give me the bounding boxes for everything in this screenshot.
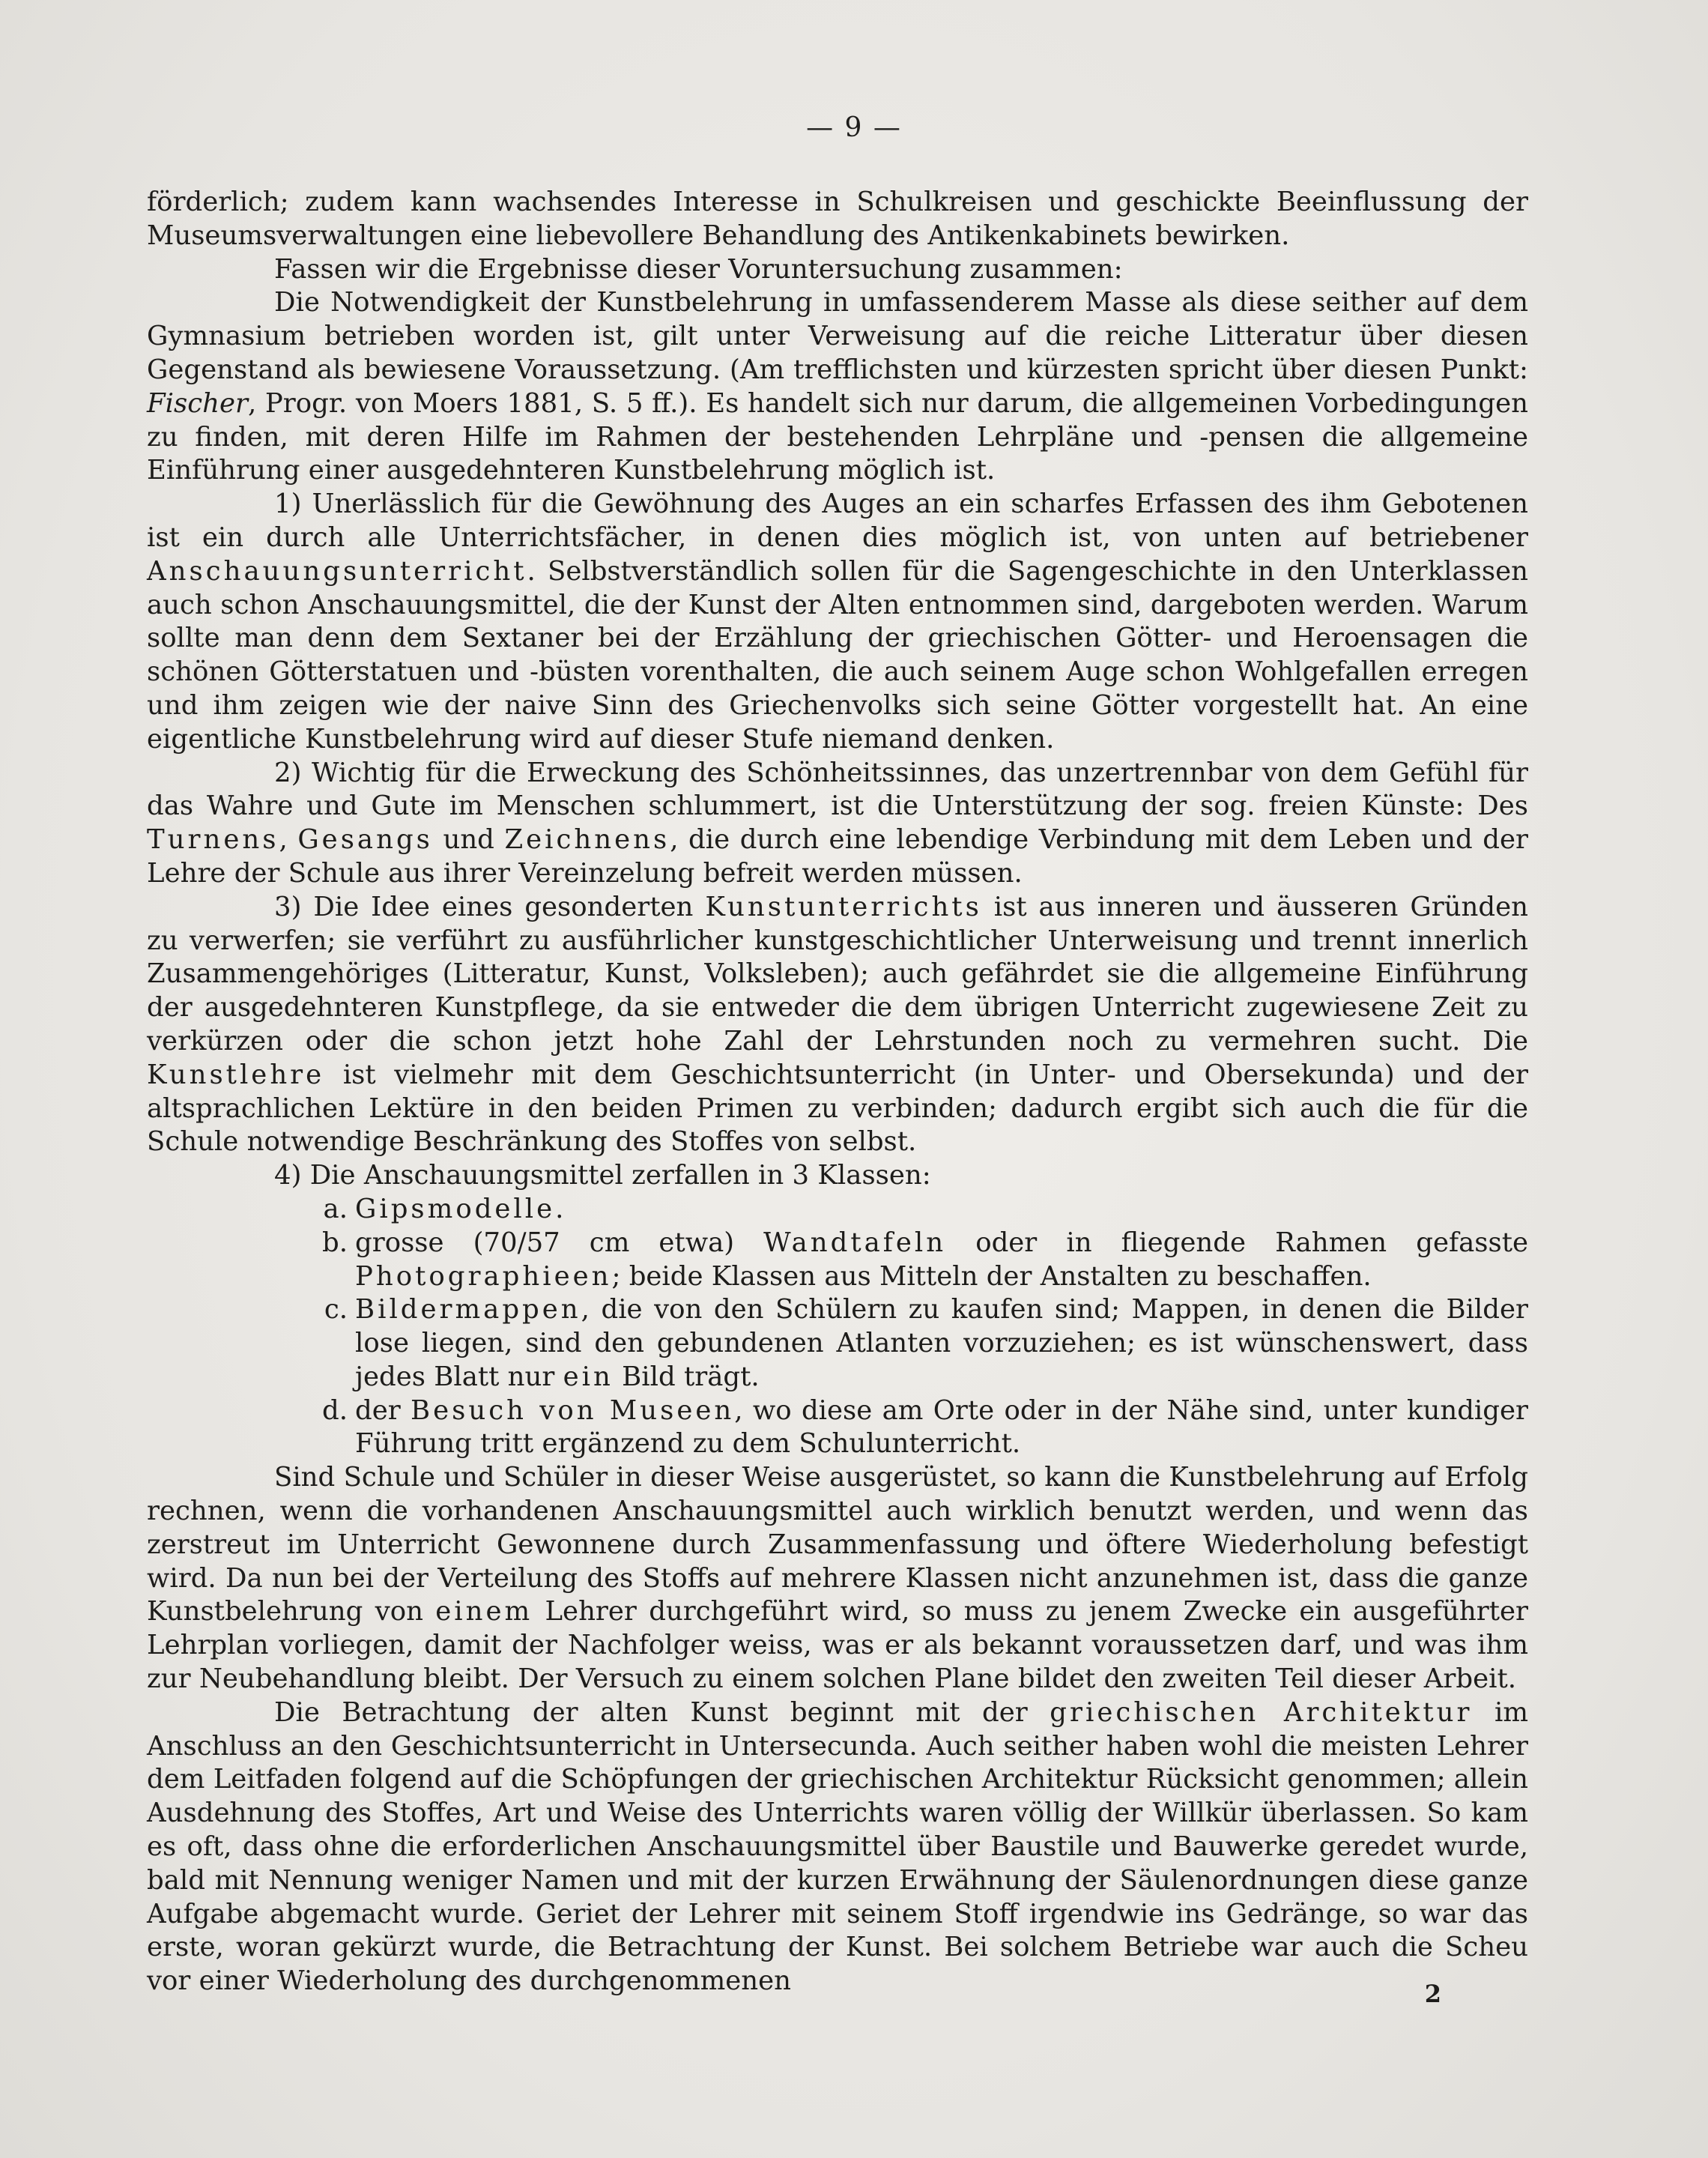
paragraph-8 <box>147 1461 1528 1696</box>
paragraph-1 <box>147 186 1528 253</box>
list-item-d-text <box>355 1394 1528 1462</box>
list-heading <box>147 1159 1528 1193</box>
paragraph-9-text-b: im Anschluss an den Geschichtsunterricht in Untersecunda. Auch seither haben wohl die meisten Lehrer dem Leitfaden folgend auf die Schöpfungen der griechischen Architektur Rücksicht genommen; allein Ausdehnung des Stoffes, Art und Weise des Unterrichts waren völlig der Willkür überlassen. So kam es oft, dass ohne die erforderlichen Anschauungsmittel über Baustile und Bauwerke geredet wurde, bald mit Nennung weniger Namen und mit der kurzen Erwähnung der Säulenordnungen diese ganze Aufgabe abgemacht wurde. Geriet der Lehrer mit seinem Stoff irgendwie ins Gedränge, so war das erste, woran gekürzt wurde, die Betrachtung der Kunst. Bei solchem Betriebe war auch die Scheu vor einer Wiederholung des durchgenommenen <box>147 1696 1528 1997</box>
paragraph-2 <box>147 253 1528 287</box>
list-item-d-pre: der <box>355 1394 411 1426</box>
paragraph-1-text: förderlich; zudem kann wachsendes Interesse in Schulkreisen und geschickte Beeinflussung der Museumsverwaltungen eine liebevollere Behandlung des Antikenkabinets bewirken. <box>147 187 1528 251</box>
page-number-header: — 9 — <box>806 112 902 143</box>
list-item-b-mid: oder in fliegende Rahmen gefasste <box>946 1227 1528 1258</box>
list-item-b-pre: grosse (70/57 cm etwa) <box>355 1227 764 1258</box>
list-item-c-text <box>355 1293 1528 1394</box>
emphasis-kunstunterrichts: Kunstunterrichts <box>705 891 982 922</box>
list-marker-d: d. <box>321 1394 348 1426</box>
emphasis-kunstlehre: Kunstlehre <box>147 1059 325 1090</box>
signature-mark: 2 <box>1424 1980 1441 2008</box>
separator-und: und <box>432 824 505 856</box>
paragraph-5 <box>147 757 1528 891</box>
emphasis-besuch-von-museen: Besuch von Museen <box>411 1394 735 1426</box>
paragraph-9 <box>147 1696 1528 1998</box>
list-item-c-mid: , die von den Schülern zu kaufen sind; Mappen, in denen die Bilder lose liegen, sind den gebundenen Atlanten vorzuziehen; es ist wünschenswert, dass jedes Blatt nur <box>355 1294 1528 1392</box>
list-item <box>304 1394 1528 1462</box>
emphasis-bildermappen: Bildermappen <box>355 1294 581 1326</box>
body-text <box>147 186 1528 1998</box>
emphasis-ein: ein <box>563 1361 614 1392</box>
list-item-a-text <box>355 1193 1528 1227</box>
list-item <box>304 1193 1528 1227</box>
list-marker-b: b. <box>321 1227 348 1258</box>
list-item-a-rest: . <box>555 1193 564 1224</box>
emphasis-anschauungsunterricht: Anschauungsunterricht <box>147 555 527 587</box>
paragraph-4 <box>147 488 1528 756</box>
paragraph-9-text-a: Die Betrachtung der alten Kunst beginnt mit der <box>274 1696 1050 1728</box>
list-item <box>304 1227 1528 1294</box>
emphasis-gesangs: Gesangs <box>297 824 433 856</box>
emphasis-turnens: Turnens <box>147 824 279 856</box>
paragraph-6 <box>147 891 1528 1159</box>
list-item-b-text <box>355 1227 1528 1294</box>
list-marker-c: c. <box>324 1294 348 1326</box>
paragraph-3 <box>147 286 1528 488</box>
paragraph-6-text-b: ist aus inneren und äusseren Gründen zu verwerfen; sie verführt zu ausführlicher kunstgeschichtlicher Unterweisung und trennt innerlich Zusammengehöriges (Litteratur, Kunst, Volksleben); auch gefährdet sie die allgemeine Einführung der ausgedehnteren Kunstpflege, da sie entweder die dem übrigen Unterricht zugewiesene Zeit zu verkürzen oder die schon jetzt hohe Zahl der Lehrstunden noch zu vermehren sucht. Die <box>147 891 1528 1057</box>
paragraph-5-text-b: , die durch eine lebendige Verbindung mit dem Leben und der Lehre der Schule aus ihrer Vereinzelung befreit werden müssen. <box>147 824 1528 889</box>
paragraph-2-text: Fassen wir die Ergebnisse dieser Voruntersuchung zusammen: <box>274 253 1123 285</box>
paragraph-5-text-a: 2) Wichtig für die Erweckung des Schönheitssinnes, das unzertrennbar von dem Gefühl für das Wahre und Gute im Menschen schlummert, ist die Unterstützung der sog. freien Künste: Des <box>147 757 1528 822</box>
emphasis-gipsmodelle: Gipsmodelle <box>355 1193 556 1224</box>
list-item-c-rest: Bild trägt. <box>613 1361 760 1392</box>
list-item-b-rest: ; beide Klassen aus Mitteln der Anstalten zu beschaffen. <box>611 1260 1372 1292</box>
emphasis-einem: einem <box>435 1596 533 1627</box>
list-marker-a: a. <box>323 1193 348 1224</box>
emphasis-griechische-architektur: griechischen Architektur <box>1050 1696 1473 1728</box>
list-heading-text: 4) Die Anschauungsmittel zerfallen in 3 Klassen: <box>274 1160 931 1191</box>
paragraph-6-text-a: 3) Die Idee eines gesonderten <box>274 891 706 922</box>
list-item-d-rest: , wo diese am Orte oder in der Nähe sind, unter kundiger Führung tritt ergänzend zu dem Schulunterricht. <box>355 1394 1528 1460</box>
paragraph-4-text-a: 1) Unerlässlich für die Gewöhnung des Auges an ein scharfes Erfassen des ihm Gebotenen ist ein durch alle Unterrichtsfächer, in denen dies möglich ist, von unten auf betriebener <box>147 489 1528 553</box>
list-item <box>304 1293 1528 1394</box>
paragraph-8-text-b: Lehrer durchgeführt wird, so muss zu jenem Zwecke ein ausgeführter Lehrplan vorliegen, damit der Nachfolger weiss, was er als bekannt voraussetzen darf, und was ihm zur Neubehandlung bleibt. Der Versuch zu einem solchen Plane bildet den zweiten Teil dieser Arbeit. <box>147 1596 1528 1695</box>
paragraph-8-text-a: Sind Schule und Schüler in dieser Weise ausgerüstet, so kann die Kunstbelehrung auf Erfolg rechnen, wenn die vorhandenen Anschauungsmittel auch wirklich benutzt werden, und wenn das zerstreut im Unterricht Gewonnene durch Zusammenfassung und öftere Wiederholung befestigt wird. Da nun bei der Verteilung des Stoffs auf mehrere Klassen nicht anzunehmen ist, dass die ganze Kunstbelehrung von <box>147 1462 1528 1627</box>
means-list <box>147 1193 1528 1461</box>
paragraph-3-text-a: Die Notwendigkeit der Kunstbelehrung in umfassenderem Masse als diese seither auf dem Gymnasium betrieben worden ist, gilt unter Verweisung auf die reiche Litteratur über diesen Gegenstand als bewiesene Voraussetzung. (Am trefflichsten und kürzesten spricht über diesen Punkt: <box>147 287 1528 385</box>
emphasis-zeichnens: Zeichnens <box>504 824 670 856</box>
separator-comma: , <box>279 824 298 856</box>
author-name-fischer: Fischer <box>147 387 248 419</box>
paragraph-3-text-b: , Progr. von Moers 1881, S. 5 ff.). Es handelt sich nur darum, die allgemeinen Vorbedingungen zu finden, mit deren Hilfe im Rahmen der bestehenden Lehrpläne und -pensen die allgemeine Einführung einer ausgedehnteren Kunstbelehrung möglich ist. <box>147 387 1528 486</box>
emphasis-wandtafeln: Wandtafeln <box>763 1227 947 1258</box>
emphasis-photographieen: Photographieen <box>355 1260 612 1292</box>
paragraph-6-text-c: ist vielmehr mit dem Geschichtsunterricht (in Unter- und Obersekunda) und der altsprachlichen Lektüre in den beiden Primen zu verbinden; dadurch ergibt sich auch die für die Schule notwendige Beschränkung des Stoffes von selbst. <box>147 1059 1528 1158</box>
paragraph-4-text-b: . Selbstverständlich sollen für die Sagengeschichte in den Unterklassen auch schon Anschauungsmittel, die der Kunst der Alten entnommen sind, dargeboten werden. Warum sollte man denn dem Sextaner bei der Erzählung der griechischen Götter- und Heroensagen die schönen Götterstatuen und -büsten vorenthalten, die auch seinem Auge schon Wohlgefallen erregen und ihm zeigen wie der naive Sinn des Griechenvolks sich seine Götter vorgestellt hat. An eine eigentliche Kunstbelehrung wird auf dieser Stufe niemand denken. <box>147 555 1528 755</box>
